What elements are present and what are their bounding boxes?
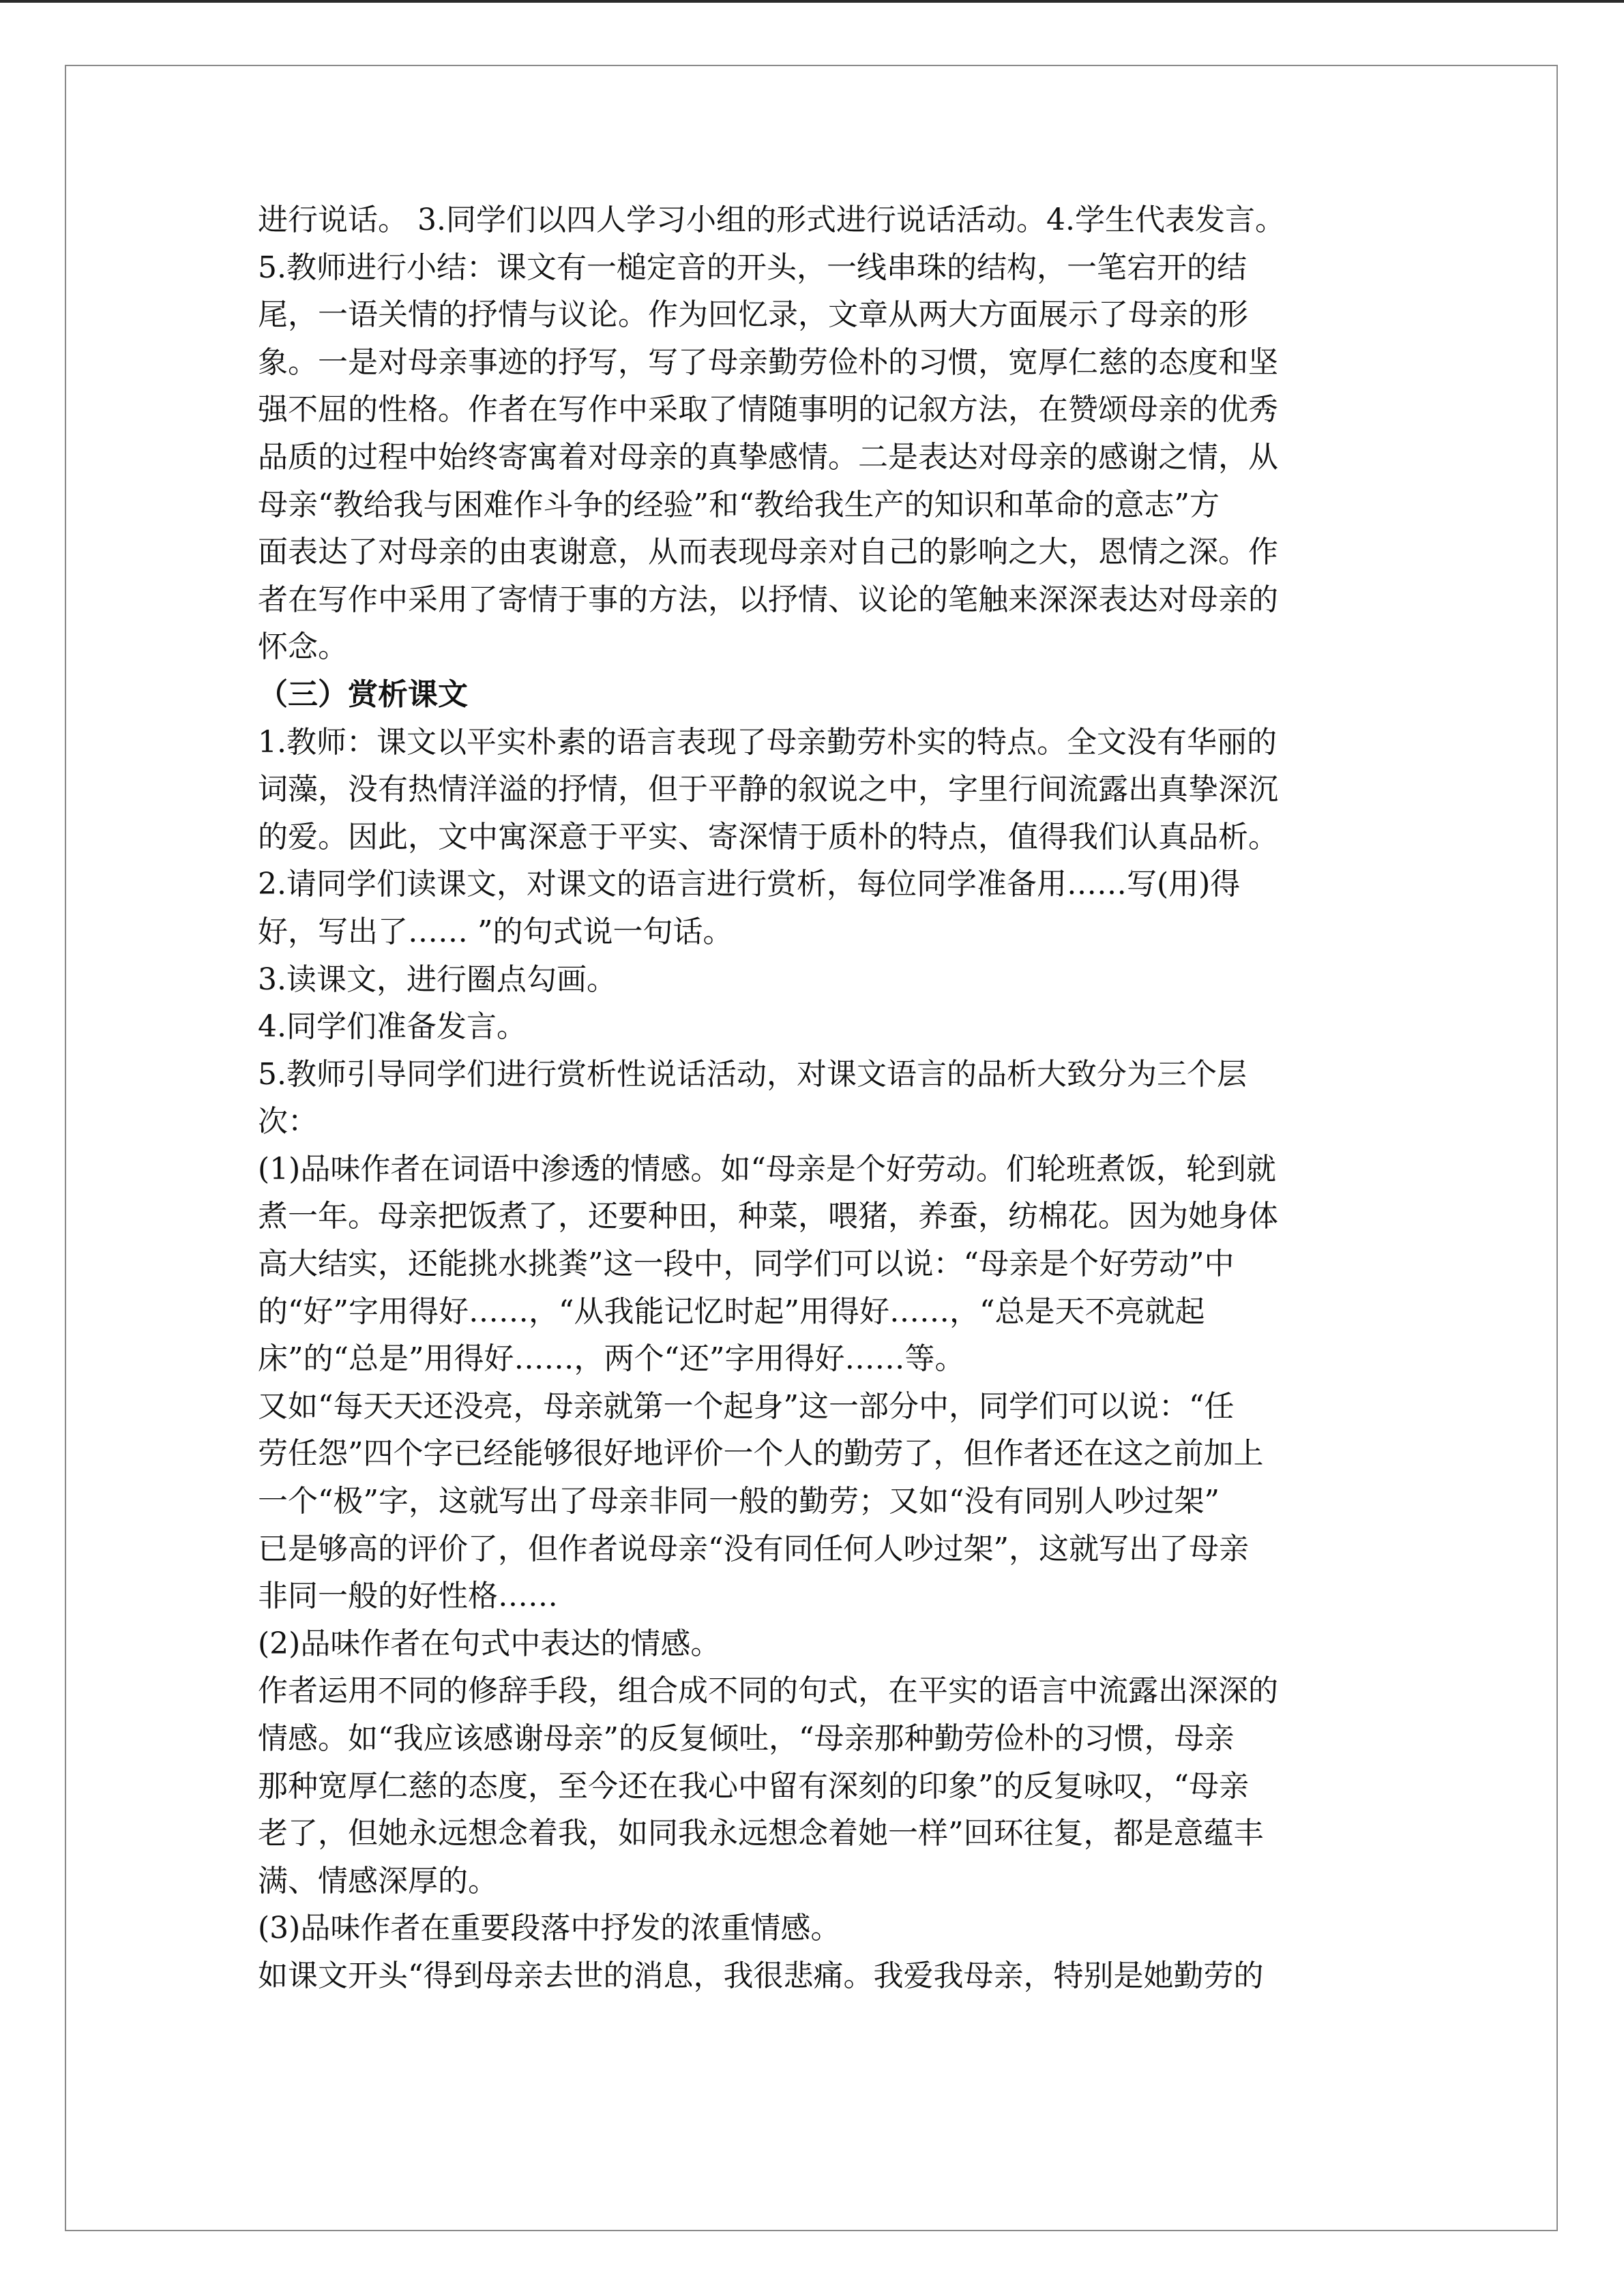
section-heading: （三）赏析课文: [258, 676, 468, 712]
text-line: (1)品味作者在词语中渗透的情感。如“母亲是个好劳动。们轮班煮饭，轮到就: [258, 1151, 1276, 1187]
text-line: 面表达了对母亲的由衷谢意，从而表现母亲对自己的影响之大，恩情之深。作: [258, 535, 1278, 570]
text-line: (3)品味作者在重要段落中抒发的浓重情感。: [258, 1911, 841, 1946]
top-edge-rule: [0, 0, 1624, 3]
text-line: 老了，但她永远想念着我，如同我永远想念着她一样”回环往复，都是意蕴丰: [258, 1816, 1264, 1851]
text-line: 煮一年。母亲把饭煮了，还要种田，种菜，喂猪，养蚕，纺棉花。因为她身体: [258, 1199, 1278, 1234]
text-line: 象。一是对母亲事迹的抒写，写了母亲勤劳俭朴的习惯，宽厚仁慈的态度和坚: [258, 344, 1278, 380]
text-line: 1.教师：课文以平实朴素的语言表现了母亲勤劳朴实的特点。全文没有华丽的: [258, 724, 1277, 760]
text-line: 劳任怨”四个字已经能够很好地评价一个人的勤劳了，但作者还在这之前加上: [258, 1436, 1264, 1472]
text-line: 品质的过程中始终寄寓着对母亲的真挚感情。二是表达对母亲的感谢之情，从: [258, 439, 1278, 475]
text-line: 已是够高的评价了，但作者说母亲“没有同任何人吵过架”，这就写出了母亲: [258, 1531, 1249, 1566]
text-line: 2.请同学们读课文，对课文的语言进行赏析，每位同学准备用……写(用)得: [258, 867, 1241, 902]
text-line: 满、情感深厚的。: [258, 1863, 498, 1898]
text-line: 高大结实，还能挑水挑粪”这一段中，同学们可以说：“母亲是个好劳动”中: [258, 1247, 1235, 1282]
text-line: 又如“每天天还没亮，母亲就第一个起身”这一部分中，同学们可以说：“任: [258, 1388, 1235, 1424]
text-line: 一个“极”字，这就写出了母亲非同一般的勤劳；又如“没有同别人吵过架”: [258, 1484, 1220, 1519]
text-line: 怀念。: [258, 629, 348, 665]
text-line: 强不屈的性格。作者在写作中采取了情随事明的记叙方法，在赞颂母亲的优秀: [258, 392, 1278, 428]
text-line: 那种宽厚仁慈的态度，至今还在我心中留有深刻的印象”的反复咏叹，“母亲: [258, 1768, 1249, 1804]
document-body: [258, 196, 1396, 2000]
text-line: 者在写作中采用了寄情于事的方法，以抒情、议论的笔触来深深表达对母亲的: [258, 582, 1278, 617]
text-line: 的爱。因此，文中寓深意于平实、寄深情于质朴的特点，值得我们认真品析。: [258, 819, 1278, 854]
text-line: 的“好”字用得好……，“从我能记忆时起”用得好……，“总是天不亮就起: [258, 1294, 1205, 1329]
text-line: 作者运用不同的修辞手段，组合成不同的句式，在平实的语言中流露出深深的: [258, 1673, 1278, 1709]
text-line: 5.教师进行小结：课文有一槌定音的开头，一线串珠的结构，一笔宕开的结: [258, 250, 1247, 285]
text-line: 4.同学们准备发言。: [258, 1009, 527, 1045]
text-line: 母亲“教给我与困难作斗争的经验”和“教给我生产的知识和革命的意志”方: [258, 487, 1220, 522]
text-line: 尾，一语关情的抒情与议论。作为回忆录，文章从两大方面展示了母亲的形: [258, 297, 1248, 333]
text-line: 次：: [258, 1104, 318, 1139]
text-line: 5.教师引导同学们进行赏析性说话活动，对课文语言的品析大致分为三个层: [258, 1056, 1247, 1092]
text-line: 3.读课文，进行圈点勾画。: [258, 961, 617, 997]
text-line: (2)品味作者在句式中表达的情感。: [258, 1626, 721, 1661]
text-line: 床”的“总是”用得好……，两个“还”字用得好……等。: [258, 1341, 965, 1377]
text-line: 如课文开头“得到母亲去世的消息，我很悲痛。我爱我母亲，特别是她勤劳的: [258, 1958, 1264, 1993]
text-line: 好，写出了…… ”的句式说一句话。: [258, 914, 733, 949]
text-line: 词藻，没有热情洋溢的抒情，但于平静的叙说之中，字里行间流露出真挚深沉: [258, 772, 1278, 807]
text-line: 情感。如“我应该感谢母亲”的反复倾吐，“母亲那种勤劳俭朴的习惯，母亲: [258, 1721, 1235, 1756]
text-line: 进行说话。 3.同学们以四人学习小组的形式进行说话活动。4.学生代表发言。: [258, 203, 1285, 237]
text-line: 非同一般的好性格……: [258, 1579, 558, 1614]
